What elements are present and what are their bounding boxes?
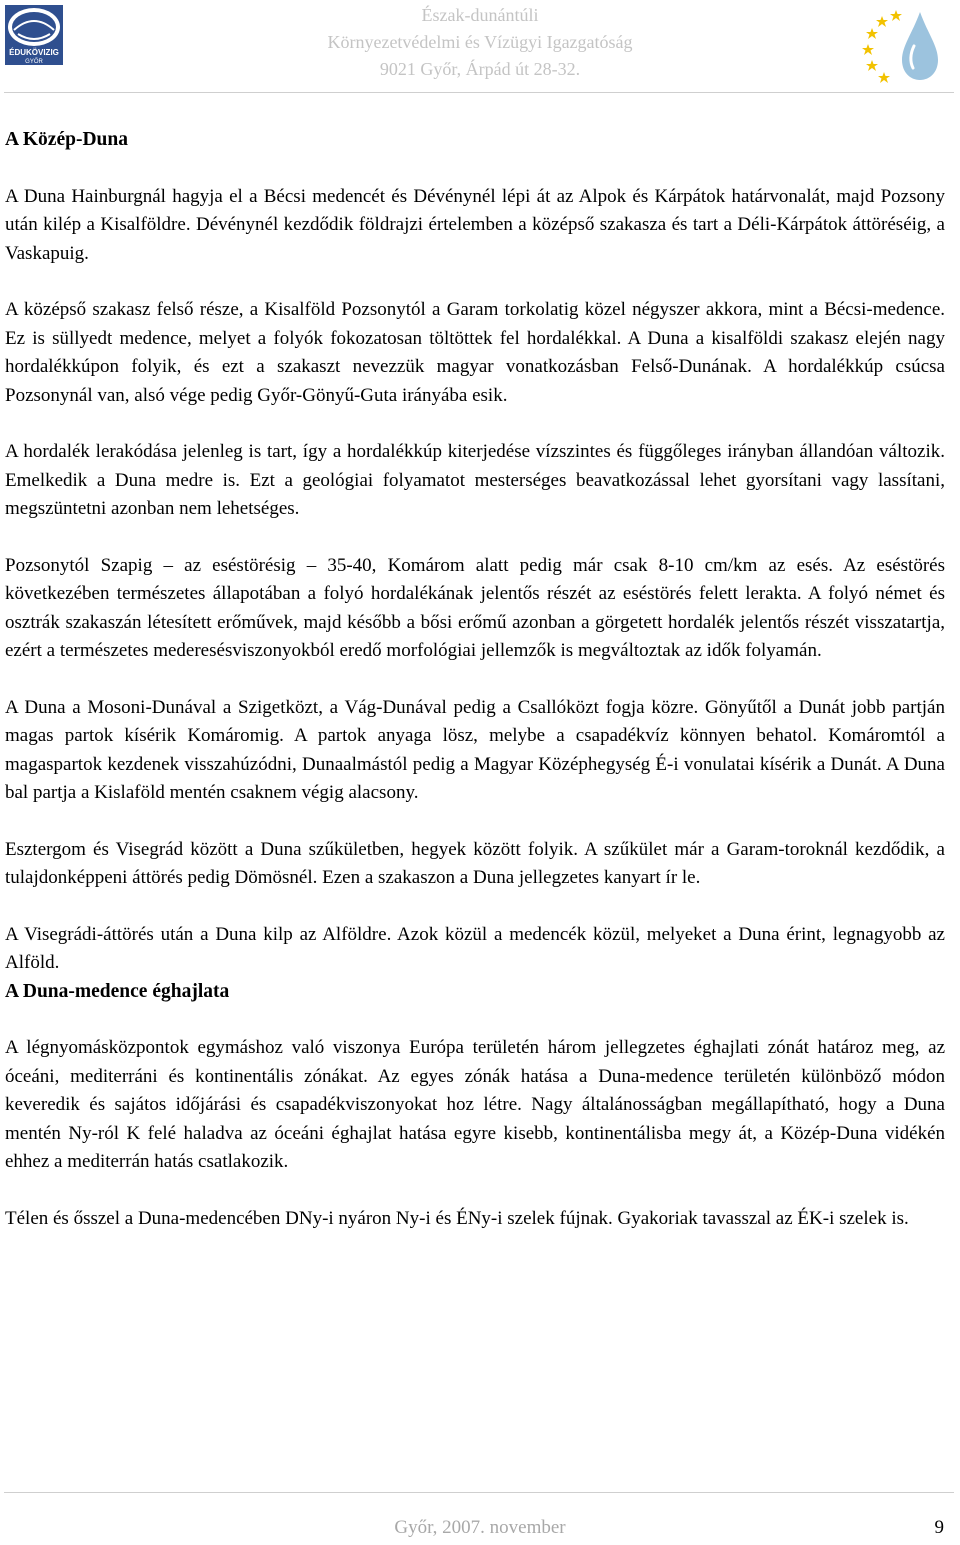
footer-divider: [4, 1492, 954, 1493]
organization-line-1: Észak-dunántúli: [421, 5, 539, 25]
paragraph: A középső szakasz felső része, a Kisalföld Pozsonytól a Garam torkolatig közel négyszer akkora, mint a Bécsi-medence. Ez is süllyedt medence, melyet a folyók fokozatosan töltöttek fel hordalékkal. A Duna a kisalföldi szakasz elején nagy hordalékkúpon folyik, és ezt a szakaszt nevezzük magyar vonatkozásban Felső-Dunának. A hordalékkúp csúcsa Pozsonynál van, alsó vége pedig Győr-Gönyű-Guta irányába esik.: [5, 299, 945, 406]
eu-water-drop-logo: [862, 6, 946, 86]
organization-info: [300, 2, 660, 83]
edukovizig-logo: [4, 4, 64, 66]
section-title-eghajlat: A Duna-medence éghajlata: [5, 980, 230, 1002]
eu-stars-icon: [862, 10, 902, 83]
section-title-kozep-duna: A Közép-Duna: [5, 129, 128, 150]
footer-place-date: Győr, 2007. november: [394, 1517, 566, 1538]
logo-caption-text: ÉDUKÖVIZIG: [9, 48, 59, 57]
paragraph: Télen és ősszel a Duna-medencében DNy-i nyáron Ny-i és ÉNy-i szelek fújnak. Gyakoriak tavasszal az ÉK-i szelek is.: [5, 1207, 909, 1229]
organization-line-2: Környezetvédelmi és Vízügyi Igazgatóság: [327, 32, 633, 52]
paragraph: A Duna Hainburgnál hagyja el a Bécsi medencét és Dévénynél lépi át az Alpok és Kárpátok határvonalát, majd Pozsony után kilép a Kisalföldre. Dévénynél kezdődik földrajzi értelemben a középső szakasza és tart a Déli-Kárpátok áttöréséig, a Vaskapuig.: [5, 185, 945, 264]
page-number: 9: [934, 1517, 944, 1538]
header-divider: [4, 92, 954, 93]
organization-address: 9021 Győr, Árpád út 28-32.: [379, 59, 581, 79]
page-header: [0, 0, 960, 92]
document-body: [5, 126, 945, 1233]
paragraph: A Duna a Mosoni-Dunával a Szigetközt, a Vág-Dunával pedig a Csallóközt fogja közre. Gönyűtől a Dunát jobb partján magas partok kísérik Komáromig. A partok anyaga lösz, melybe a csapadékvíz könnyen behatol. Komáromtól a magaspartok kezdenek visszahúzódni, Dunaalmástól pedig a Magyar Középhegység É-i vonulatai kísérik a Dunát. A Duna bal partja a Kislaföld mentén csaknem végig alacsony.: [5, 696, 945, 803]
paragraph: Esztergom és Visegrád között a Duna szűkületben, hegyek között folyik. A szűkület már a Garam-toroknál kezdődik, a tulajdonképpeni áttörés pedig Dömösnél. Ezen a szakaszon a Duna jellegzetes kanyart ír le.: [5, 838, 945, 888]
paragraph: Pozsonytól Szapig – az eséstörésig – 35-40, Komárom alatt pedig már csak 8-10 cm/km az esés. Az eséstörés következében természetes állapotában a folyó hordalékának jelentős részét az eséstörés felett lerakta. A folyó német és osztrák szakaszán létesített erőművek, majd később a bősi erőmű azonban a görgetett hordalék jelentős részét visszatartja, ezért a természetes mederesésviszonyokból eredő morfológiai jellemzők is megváltoztak az idők folyamán.: [5, 554, 945, 661]
paragraph: A légnyomásközpontok egymáshoz való viszonya Európa területén három jellegzetes éghajlati zónát határoz meg, az óceáni, mediterráni és kontinentális zónákat. Az egyes zónák hatása a Duna-medence területén különböző módon keveredik és sajátos időjárási és csapadékviszonyokat hoz létre. Nagy általánosságban megállapítható, hogy a Duna mentén Ny-ról K felé haladva az óceáni éghajlat hatása egyre kisebb, kontinentálisba megy át, a Közép-Duna vidékén ehhez a mediterrán hatás csatlakozik.: [5, 1037, 945, 1172]
paragraph: A hordalék lerakódása jelenleg is tart, így a hordalékkúp kiterjedése vízszintes és függőleges irányban állandóan változik. Emelkedik a Duna medre is. Ezt a geológiai folyamatot mesterséges beavatkozással lehet gyorsítani vagy lassítani, megszüntetni azonban nem lehetséges.: [5, 441, 945, 519]
water-drop-icon: [902, 12, 938, 80]
paragraph: A Visegrádi-áttörés után a Duna kilp az Alföldre. Azok közül a medencék közül, melyeket a Duna érint, legnagyobb az Alföld.: [5, 923, 945, 973]
logo-city-text: GYŐR: [25, 59, 43, 65]
